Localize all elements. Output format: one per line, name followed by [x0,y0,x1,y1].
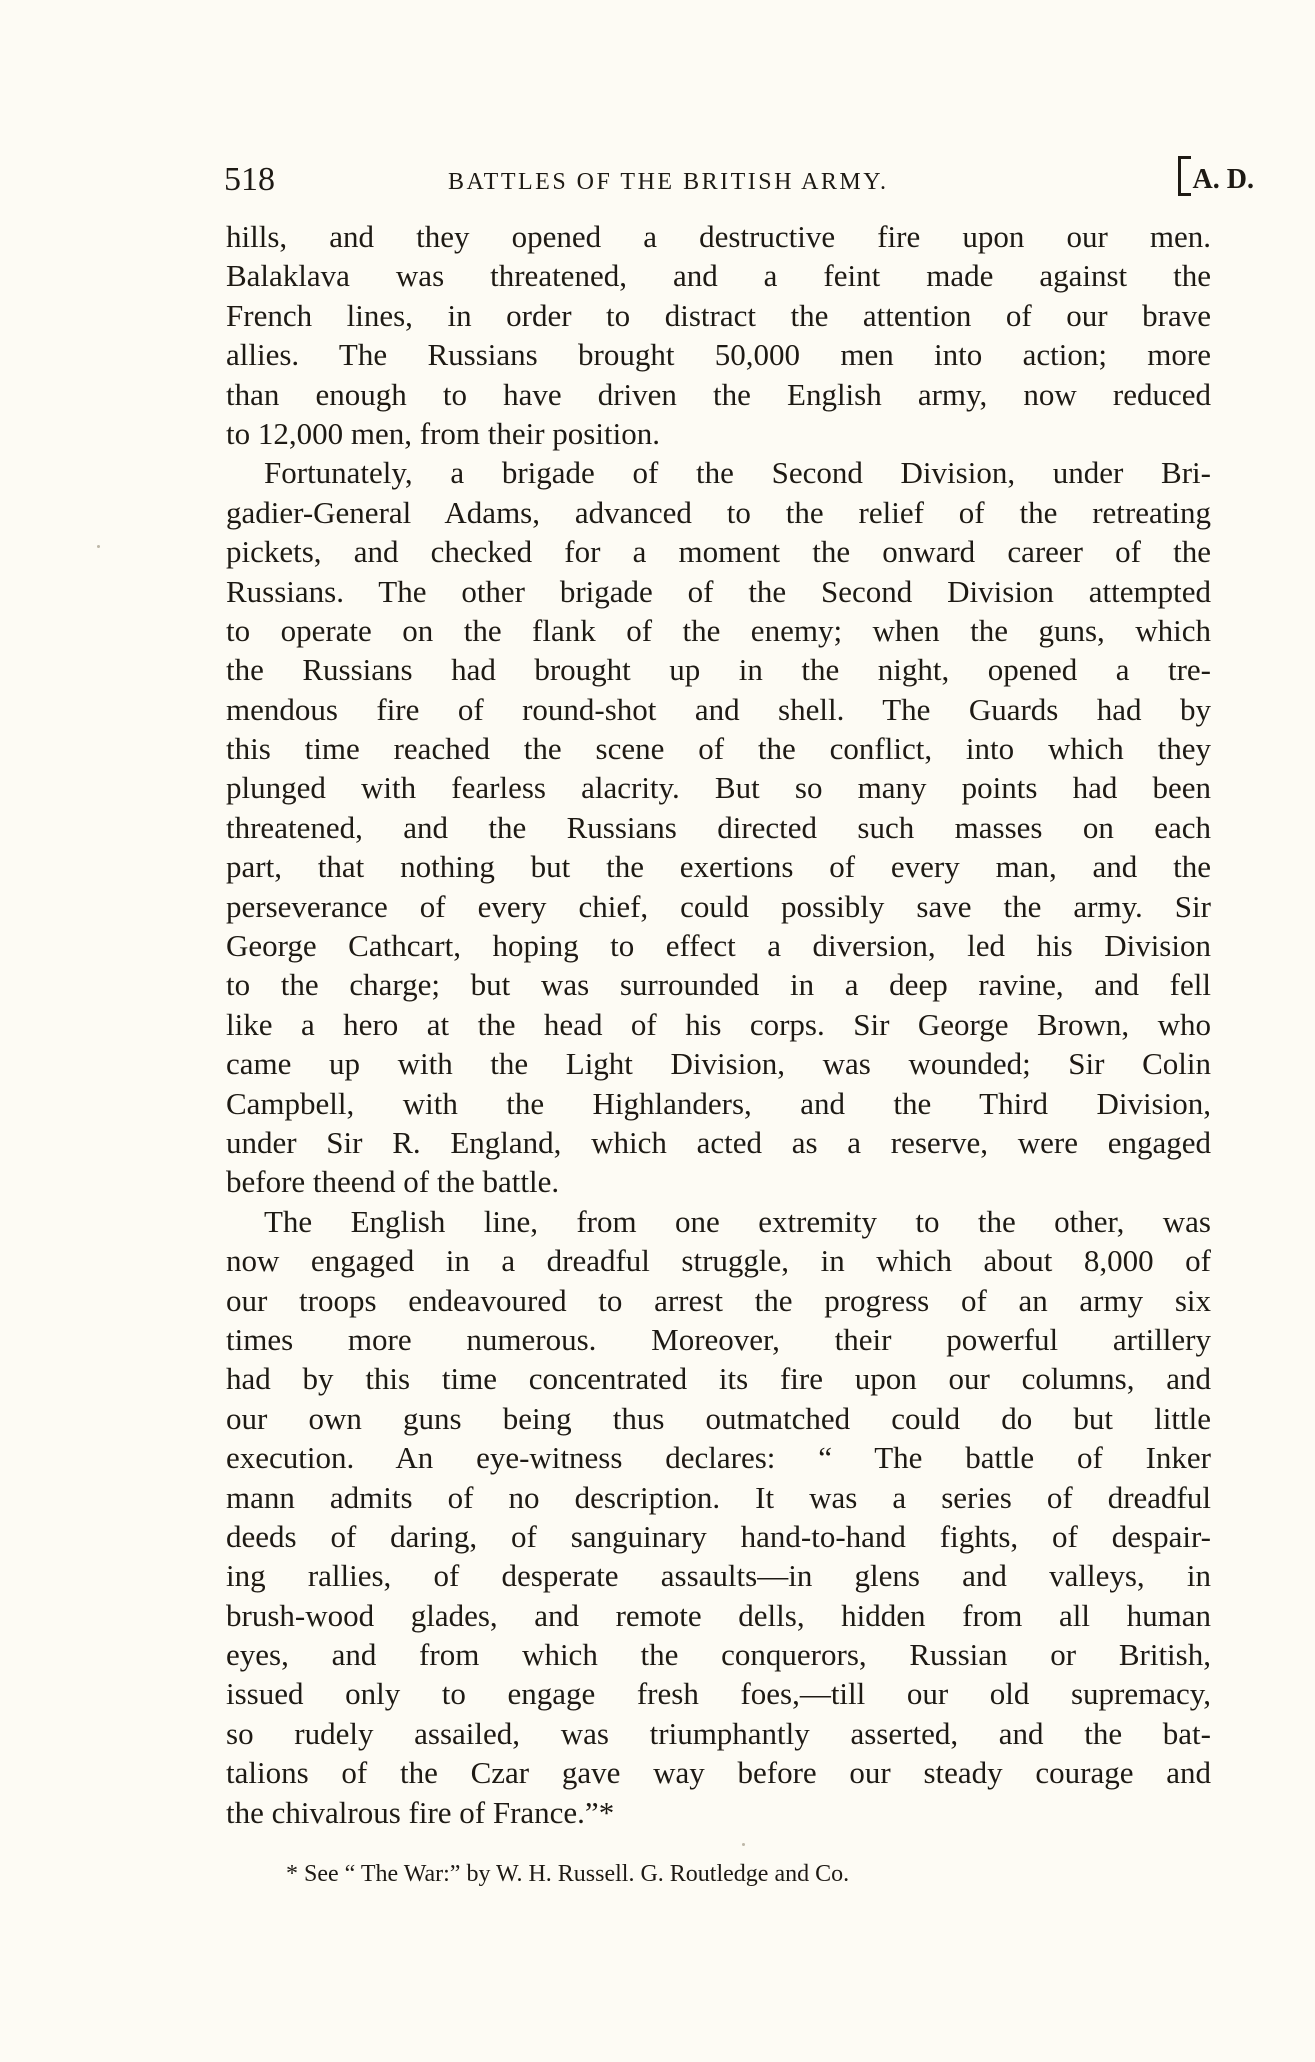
body-text [226,217,1211,1832]
text-line: threatened, and the Russians directed such masses on each [226,809,1211,845]
text-line: came up with the Light Division, was wounded; Sir Colin [226,1046,1211,1082]
text-line: talions of the Czar gave way before our steady courage and [226,1755,1211,1791]
text-line: times more numerous. Moreover, their powerful artillery [226,1321,1211,1357]
text-line: the chivalrous fire of France.”* [226,1794,615,1830]
paper-speck [742,1843,745,1846]
text-line: Fortunately, a brigade of the Second Division, under Bri- [264,455,1211,491]
text-line: hills, and they opened a destructive fire upon our men. [226,219,1211,254]
text-line: than enough to have driven the English army, now reduced [226,376,1211,412]
footnote: * See “ The War:” by W. H. Russell. G. Routledge and Co. [286,1861,850,1887]
text-line: the Russians had brought up in the night, opened a tre- [226,652,1211,688]
text-line: our troops endeavoured to arrest the progress of an army six [226,1282,1211,1318]
text-line: Russians. The other brigade of the Second Division attempted [226,573,1211,609]
paper-speck [97,545,100,548]
text-line: like a hero at the head of his corps. Sir George Brown, who [226,1006,1211,1042]
bracket-glyph [1178,156,1191,196]
running-head [224,156,1254,204]
text-line: plunged with fearless alacrity. But so many points had been [226,770,1211,806]
text-line: part, that nothing but the exertions of every man, and the [226,849,1211,885]
text-line: ing rallies, of desperate assaults—in glens and valleys, in [226,1558,1211,1594]
text-line: to the charge; but was surrounded in a deep ravine, and fell [226,967,1211,1003]
text-line: The English line, from one extremity to the other, was [264,1203,1211,1239]
text-line: to operate on the flank of the enemy; when the guns, which [226,612,1211,648]
text-line: Balaklava was threatened, and a feint made against the [226,258,1211,294]
text-line: George Cathcart, hoping to effect a diversion, led his Division [226,928,1211,964]
text-line: mendous fire of round-shot and shell. The Guards had by [226,691,1211,727]
text-line: before theend of the battle. [226,1164,560,1200]
running-title: BATTLES OF THE BRITISH ARMY. [448,169,889,195]
text-line: brush-wood glades, and remote dells, hidden from all human [226,1597,1211,1633]
text-line: allies. The Russians brought 50,000 men into action; more [226,337,1211,373]
text-line: so rudely assailed, was triumphantly asserted, and the bat- [226,1715,1211,1751]
text-line: eyes, and from which the conquerors, Russian or British, [226,1637,1211,1673]
text-line: under Sir R. England, which acted as a reserve, were engaged [226,1124,1211,1160]
text-line: our own guns being thus outmatched could do but little [226,1400,1211,1436]
text-line: deeds of daring, of sanguinary hand-to-hand fights, of despair- [226,1518,1211,1554]
date-mark-text: A. D. [1192,164,1254,195]
text-line: Campbell, with the Highlanders, and the Third Division, [226,1085,1211,1121]
text-line: to 12,000 men, from their position. [226,415,660,451]
text-line: issued only to engage fresh foes,—till our old supremacy, [226,1676,1211,1712]
text-line: gadier-General Adams, advanced to the relief of the retreating [226,494,1211,530]
date-mark [1178,156,1254,204]
text-line: execution. An eye-witness declares: “ The battle of Inker [226,1440,1211,1476]
text-line: mann admits of no description. It was a series of dreadful [226,1479,1211,1515]
text-line: this time reached the scene of the conflict, into which they [226,731,1211,767]
text-line: pickets, and checked for a moment the onward career of the [226,534,1211,570]
text-line: had by this time concentrated its fire upon our columns, and [226,1361,1211,1397]
page-number: 518 [224,161,275,198]
text-line: now engaged in a dreadful struggle, in which about 8,000 of [226,1243,1211,1279]
text-line: French lines, in order to distract the attention of our brave [226,297,1211,333]
text-line: perseverance of every chief, could possibly save the army. Sir [226,888,1211,924]
